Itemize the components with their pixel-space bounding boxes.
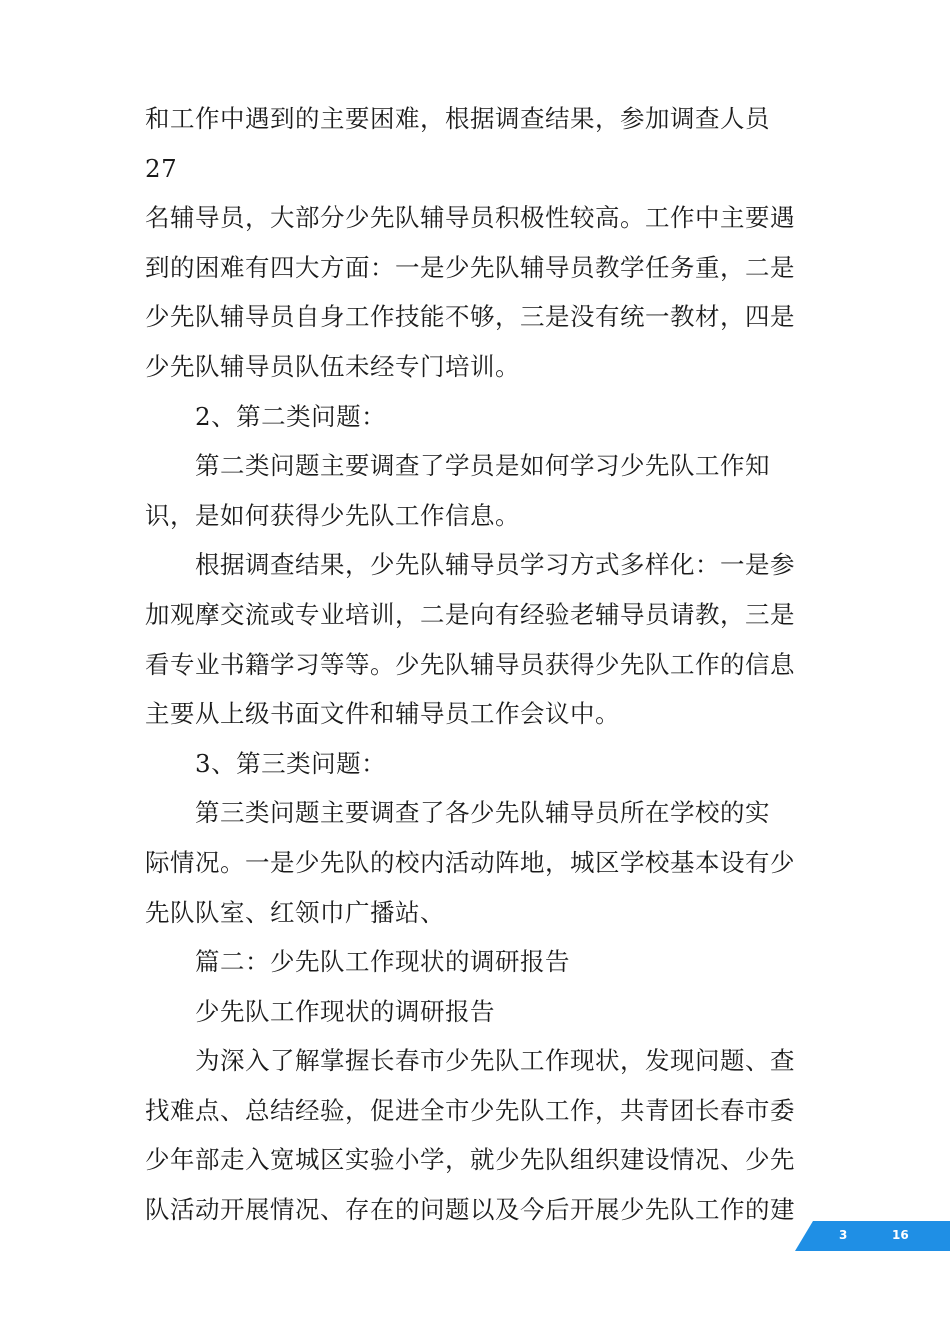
text-line: 找难点、总结经验，促进全市少先队工作，共青团长春市委 xyxy=(145,1095,795,1125)
text-line: 名辅导员，大部分少先队辅导员积极性较高。工作中主要遇 xyxy=(145,203,795,233)
text-line: 根据调查结果，少先队辅导员学习方式多样化：一是参 xyxy=(195,550,795,580)
section-heading: 3、第三类问题： xyxy=(195,748,387,778)
page-total: 16 xyxy=(892,1228,909,1242)
text-line: 第二类问题主要调查了学员是如何学习少先队工作知 xyxy=(195,451,770,481)
text-line: 少先队辅导员队伍未经专门培训。 xyxy=(145,351,520,381)
text-line: 识，是如何获得少先队工作信息。 xyxy=(145,500,520,530)
text-line: 际情况。一是少先队的校内活动阵地，城区学校基本设有少 xyxy=(145,847,795,877)
text-line: 和工作中遇到的主要困难，根据调查结果，参加调查人员 27 xyxy=(145,104,770,183)
page-number: 3 xyxy=(839,1228,848,1242)
document-body xyxy=(0,94,950,1235)
text-line: 看专业书籍学习等等。少先队辅导员获得少先队工作的信息 xyxy=(145,649,795,679)
text-line: 队活动开展情况、存在的问题以及今后开展少先队工作的建 xyxy=(145,1195,795,1225)
text-line: 先队队室、红领巾广播站、 xyxy=(145,897,445,927)
text-line: 到的困难有四大方面：一是少先队辅导员教学任务重，二是 xyxy=(145,252,795,282)
section-heading: 2、第二类问题： xyxy=(195,401,387,431)
text-line: 少先队辅导员自身工作技能不够，三是没有统一教材，四是 xyxy=(145,302,795,332)
page-footer xyxy=(795,1221,950,1251)
text-line: 少年部走入宽城区实验小学，就少先队组织建设情况、少先 xyxy=(145,1145,795,1175)
text-line: 主要从上级书面文件和辅导员工作会议中。 xyxy=(145,699,620,729)
text-line: 第三类问题主要调查了各少先队辅导员所在学校的实 xyxy=(195,798,770,828)
report-title: 少先队工作现状的调研报告 xyxy=(195,996,495,1026)
text-line: 加观摩交流或专业培训，二是向有经验老辅导员请教，三是 xyxy=(145,599,795,629)
text-line: 为深入了解掌握长春市少先队工作现状，发现问题、查 xyxy=(195,1046,795,1076)
chapter-heading: 篇二：少先队工作现状的调研报告 xyxy=(195,947,570,977)
footer-accent-band xyxy=(795,1221,950,1251)
